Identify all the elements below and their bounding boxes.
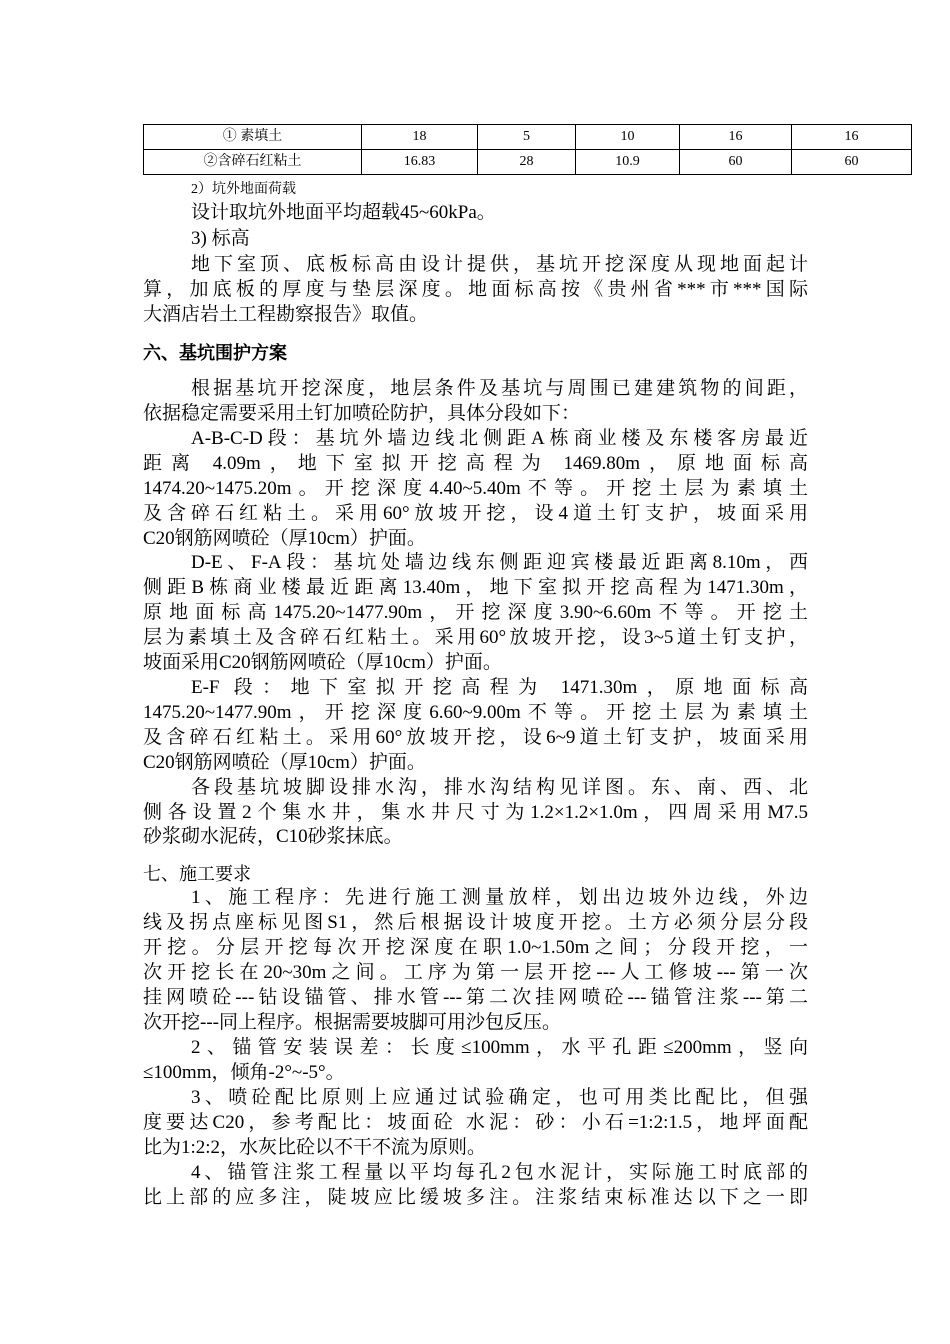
paragraph-line: 层为素填土及含碎石红粘土。采用60°放坡开挖，设3~5道土钉支护， (143, 627, 808, 648)
paragraph-line: 侧距B栋商业楼最近距离13.40m，地下室拟开挖高程为1471.30m， (143, 577, 808, 598)
table-cell: ① 素填土 (144, 125, 362, 150)
paragraph-line: 砂浆砌水泥砖，C10砂浆抹底。 (143, 826, 403, 847)
paragraph-line: 距离 4.09m，地下室拟开挖高程为 1469.80m，原地面标高 (143, 453, 808, 474)
paragraph-line: ≤100mm，倾角-2°~-5°。 (143, 1062, 345, 1083)
table-row (144, 125, 912, 150)
paragraph-line: 地下室顶、底板标高由设计提供，基坑开挖深度从现地面起计 (191, 254, 808, 275)
sub-heading-load: 2）坑外地面荷载 (191, 182, 296, 197)
paragraph-line: 坡面采用C20钢筋网喷砼（厚10cm）护面。 (143, 652, 502, 673)
paragraph-line: 2、锚管安装误差：长度≤100mm，水平孔距≤200mm，竖向 (191, 1037, 808, 1058)
table-cell: 60 (792, 150, 912, 175)
paragraph-line: D-E、F-A段：基坑处墙边线东侧距迎宾楼最近距离8.10m，西 (191, 552, 808, 573)
section-heading-6: 六、基坑围护方案 (143, 343, 287, 364)
paragraph-line: C20钢筋网喷砼（厚10cm）护面。 (143, 752, 426, 773)
table-cell: 16.83 (362, 150, 478, 175)
table-cell: 5 (478, 125, 576, 150)
paragraph-line: 次开挖长在20~30m之间。工序为第一层开挖---人工修坡---第一次 (143, 962, 808, 983)
paragraph-line: 侧各设置2个集水井，集水井尺寸为1.2×1.2×1.0m，四周采用M7.5 (143, 802, 808, 823)
paragraph-line: 线及拐点座标见图S1，然后根据设计坡度开挖。土方必须分层分段 (143, 912, 808, 933)
paragraph-line: E-F 段：地下室拟开挖高程为 1471.30m，原地面标高 (191, 677, 808, 698)
paragraph-line: 大酒店岩土工程勘察报告》取值。 (143, 304, 429, 325)
table-cell: 10 (576, 125, 680, 150)
paragraph-line: 度要达C20，参考配比：坡面砼 水泥：砂：小石=1:2:1.5，地坪面配 (143, 1112, 808, 1133)
paragraph-line: 设计取坑外地面平均超载45~60kPa。 (191, 202, 496, 223)
paragraph-line: 1475.20~1477.90m，开挖深度6.60~9.00m不等。开挖土层为素填土 (143, 702, 808, 723)
paragraph-line: 开挖。分层开挖每次开挖深度在职1.0~1.50m之间；分段开挖，一 (143, 937, 808, 958)
table-cell: 10.9 (576, 150, 680, 175)
paragraph-line: A-B-C-D段：基坑外墙边线北侧距A栋商业楼及东楼客房最近 (191, 428, 808, 449)
paragraph-line: 挂网喷砼---钻设锚管、排水管---第二次挂网喷砼---锚管注浆---第二 (143, 987, 808, 1008)
table-cell: ②含碎石红粘土 (144, 150, 362, 175)
paragraph-line: 原地面标高1475.20~1477.90m，开挖深度3.90~6.60m不等。开挖土 (143, 602, 808, 623)
paragraph-line: C20钢筋网喷砼（厚10cm）护面。 (143, 528, 426, 549)
paragraph-line: 比为1:2:2，水灰比砼以不干不流为原则。 (143, 1137, 487, 1158)
table-cell: 18 (362, 125, 478, 150)
paragraph-line: 次开挖---同上程序。根据需要坡脚可用沙包反压。 (143, 1012, 561, 1033)
paragraph-line: 比上部的应多注，陡坡应比缓坡多注。注浆结束标准达以下之一即 (143, 1187, 808, 1208)
paragraph-line: 根据基坑开挖深度，地层条件及基坑与周围已建建筑物的间距， (191, 378, 808, 399)
paragraph-line: 依据稳定需要采用土钉加喷砼防护，具体分段如下： (143, 403, 581, 424)
paragraph-line: 算，加底板的厚度与垫层深度。地面标高按《贵州省***市***国际 (143, 279, 808, 300)
table-cell: 28 (478, 150, 576, 175)
table-cell: 60 (680, 150, 792, 175)
section-heading-7: 七、施工要求 (143, 864, 251, 885)
table-cell: 16 (792, 125, 912, 150)
paragraph-line: 4、锚管注浆工程量以平均每孔2包水泥计，实际施工时底部的 (191, 1162, 808, 1183)
paragraph-line: 1474.20~1475.20m。开挖深度4.40~5.40m不等。开挖土层为素填土 (143, 478, 808, 499)
paragraph-line: 3、喷砼配比原则上应通过试验确定，也可用类比配比，但强 (191, 1087, 808, 1108)
paragraph-line: 及含碎石红粘土。采用60°放坡开挖，设6~9道土钉支护，坡面采用 (143, 727, 808, 748)
paragraph-line: 及含碎石红粘土。采用60°放坡开挖，设4道土钉支护，坡面采用 (143, 503, 808, 524)
paragraph-line: 各段基坑坡脚设排水沟，排水沟结构见详图。东、南、西、北 (191, 777, 808, 798)
sub-heading-elevation: 3) 标高 (191, 228, 250, 249)
table-row (144, 150, 912, 175)
paragraph-line: 1、施工程序：先进行施工测量放样，划出边坡外边线，外边 (191, 887, 808, 908)
table-cell: 16 (680, 125, 792, 150)
soil-parameter-table (143, 124, 912, 175)
